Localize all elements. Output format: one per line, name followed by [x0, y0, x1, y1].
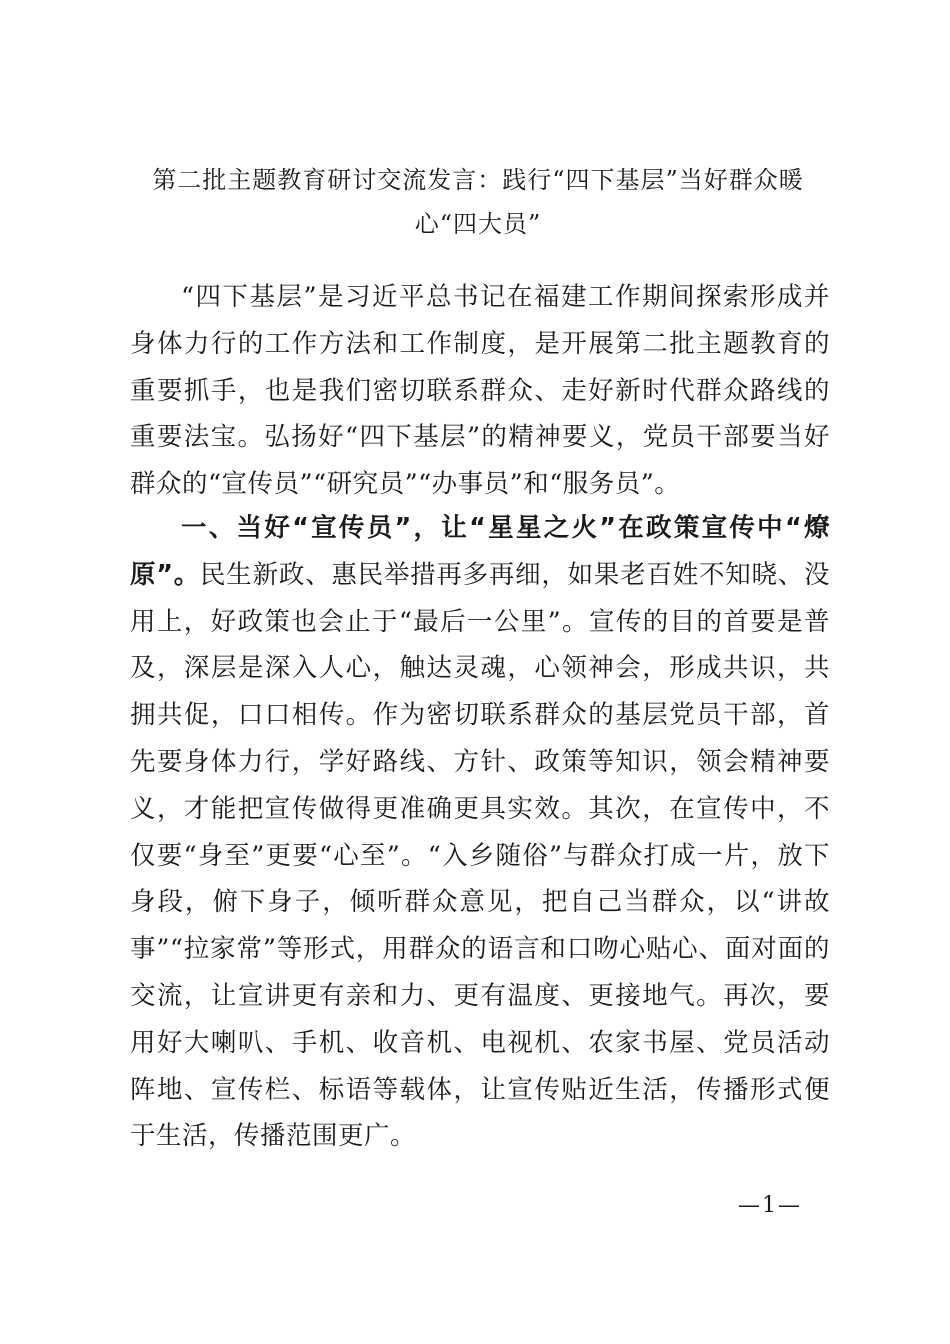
- document-title: 第二批主题教育研讨交流发言：践行“四下基层”当好群众暖心“四大员”: [152, 166, 804, 238]
- section-1-paragraph: [130, 505, 830, 1160]
- section-1-heading: 一、当好“宣传员”，让“星星之火”在政策宣传中“燎原”。: [130, 513, 830, 590]
- page-number: —1—: [738, 1193, 802, 1218]
- section-1-body: 民生新政、惠民举措再多再细，如果老百姓不知晓、没用上，好政策也会止于“最后一公里”。宣传的目的首要是普及，深层是深入人心，触达灵魂，心领神会，形成共识，共拥共促，口口相传。作为密切联系群众的基层党员干部，首先要身体力行，学好路线、方针、政策等知识，领会精神要义，才能把宣传做得更准确更具实效。其次，在宣传中，不仅要“身至”更要“心至”。“入乡随俗”与群众打成一片，放下身段，俯下身子，倾听群众意见，把自己当群众，以“讲故事”“拉家常”等形式，用群众的语言和口吻心贴心、面对面的交流，让宣讲更有亲和力、更有温度、更接地气。再次，要用好大喇叭、手机、收音机、电视机、农家书屋、党员活动阵地、宣传栏、标语等载体，让宣传贴近生活，传播形式便于生活，传播范围更广。: [130, 559, 830, 1152]
- intro-paragraph: “四下基层”是习近平总书记在福建工作期间探索形成并身体力行的工作方法和工作制度，是开展第二批主题教育的重要抓手，也是我们密切联系群众、走好新时代群众路线的重要法宝。弘扬好“四下基层”的精神要义，党员干部要当好群众的“宣传员”“研究员”“办事员”和“服务员”。: [130, 282, 830, 500]
